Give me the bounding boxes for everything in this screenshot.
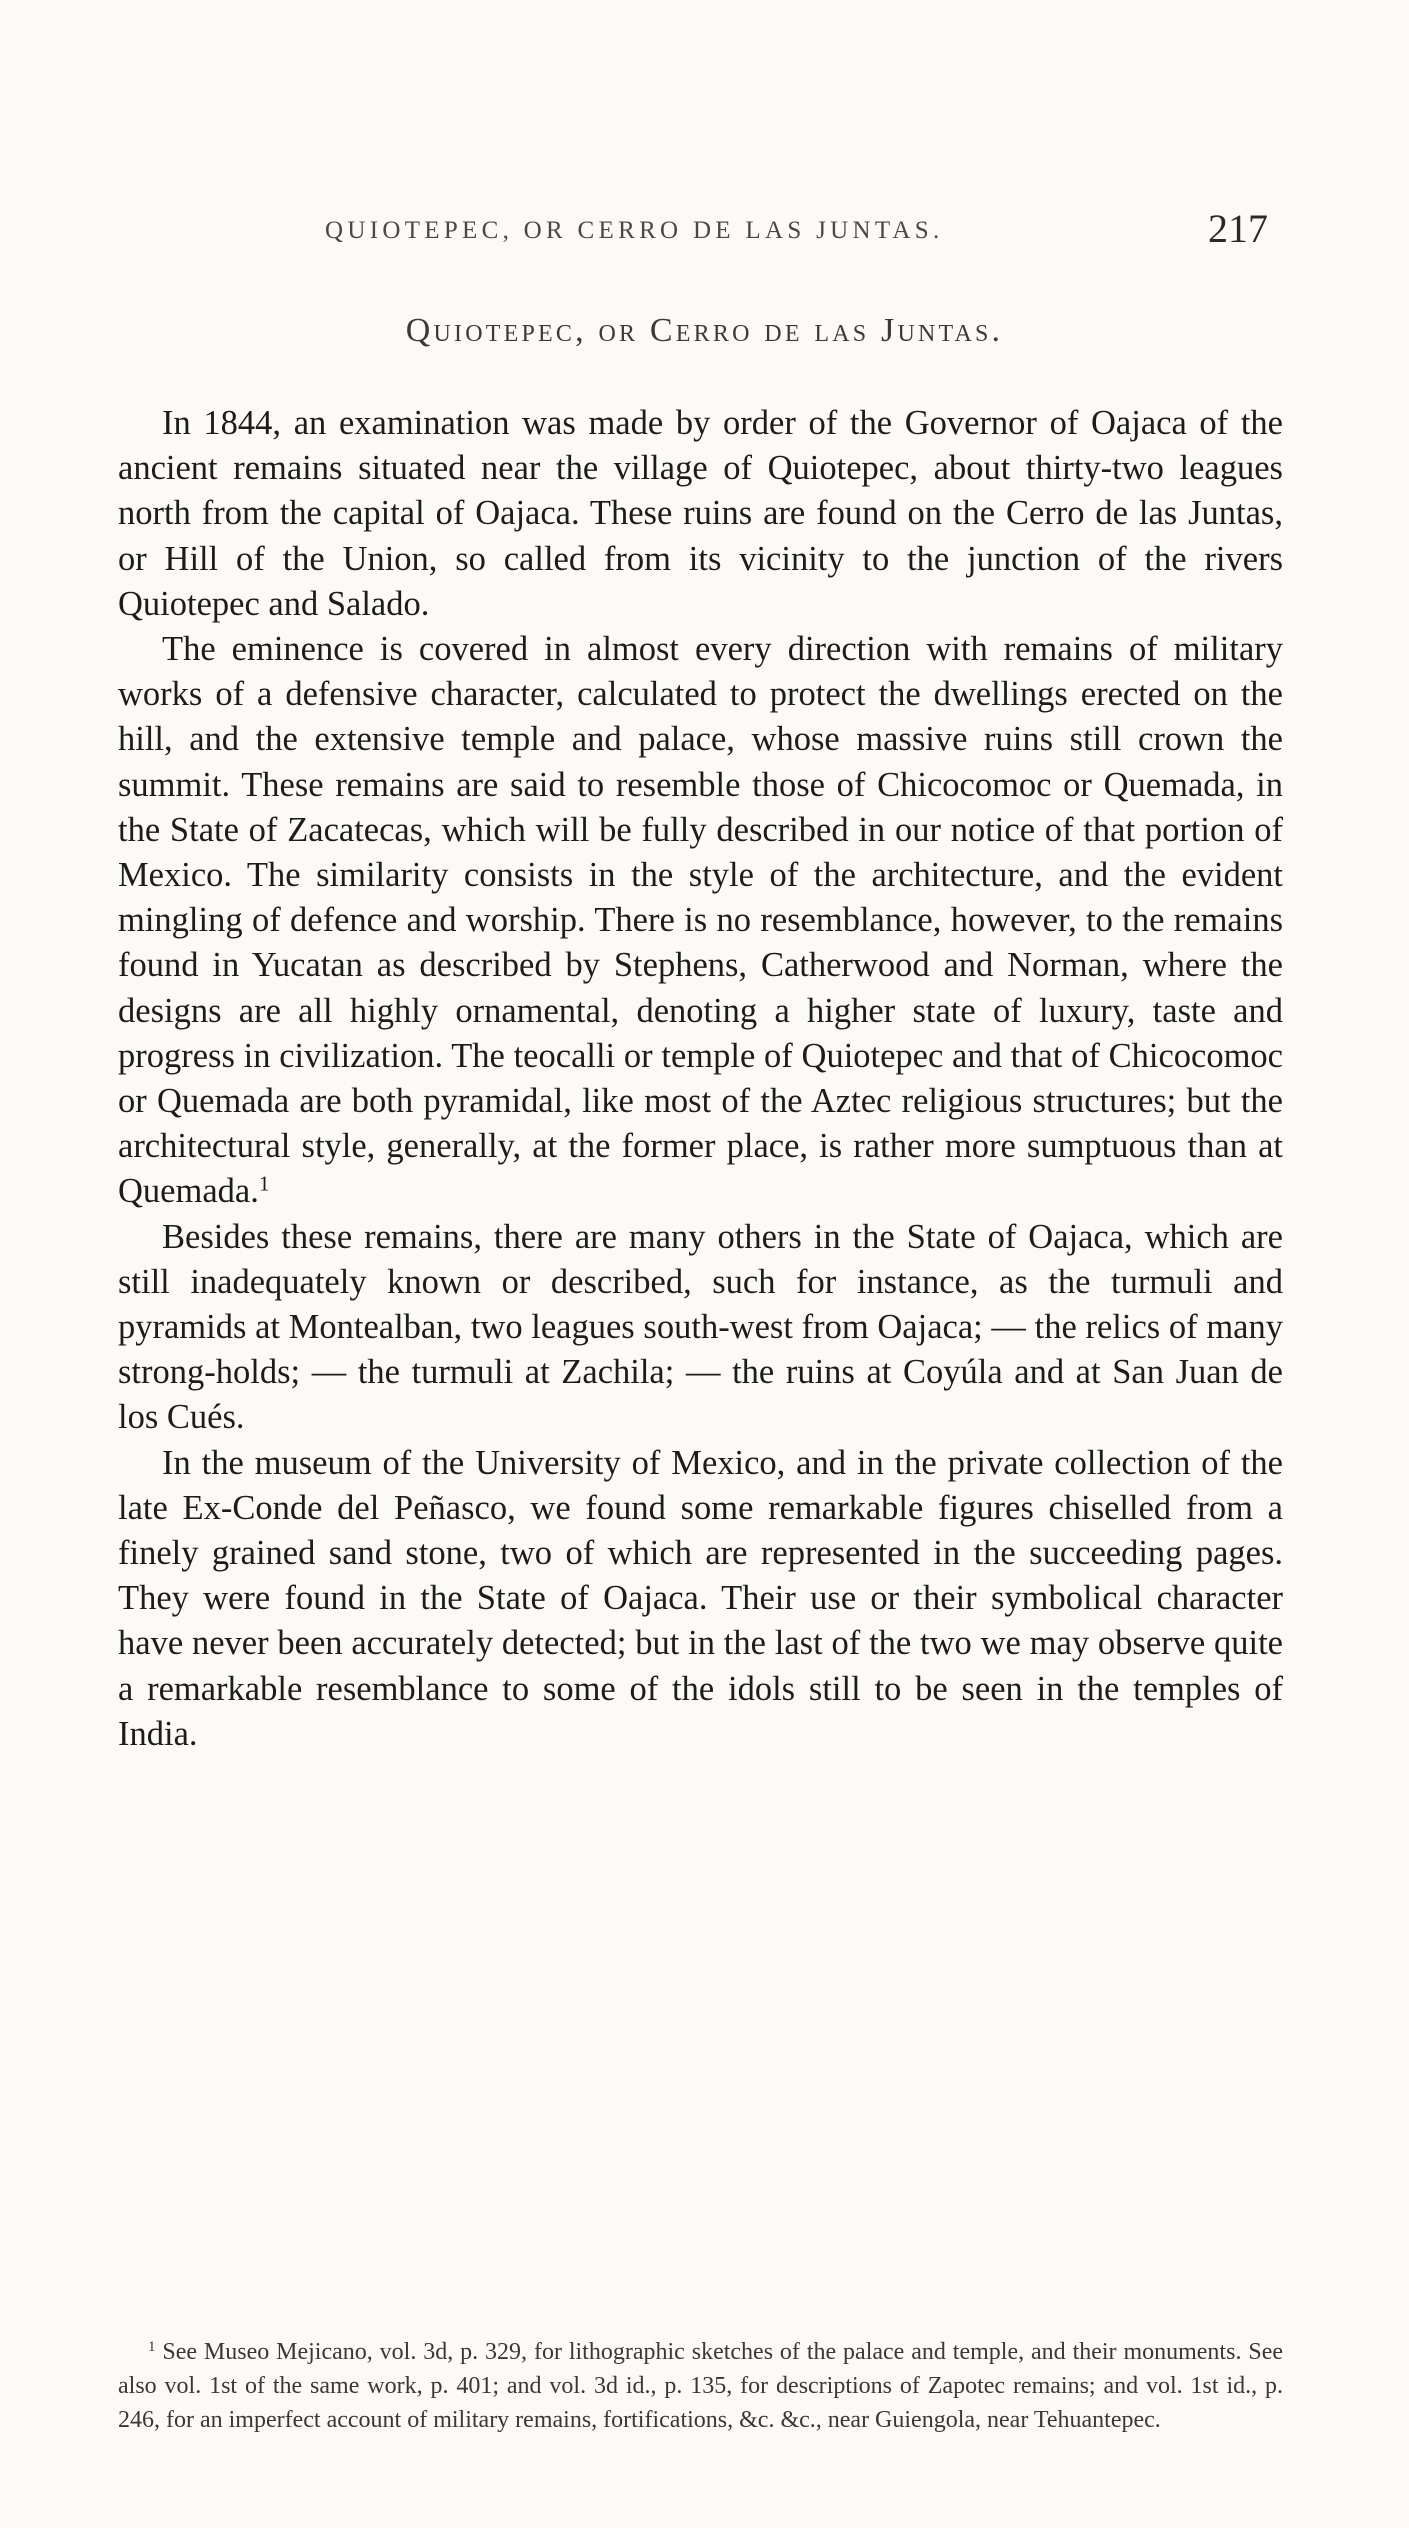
body-text xyxy=(118,401,1283,1757)
footnote-text: See Museo Mejicano, vol. 3d, p. 329, for lithographic sketches of the palace and temple, and their monuments. See also vol. 1st of the same work, p. 401; and vol. 3d id., p. 135, for descriptions of Zapotec remains; and vol. 1st id., p. 246, for an imperfect account of military remains, fortifications, &c. &c., near Guiengola, near Tehuantepec. xyxy=(118,2339,1284,2433)
paragraph-text: The eminence is covered in almost every direction with remains of military works of a defensive character, calculated to protect the dwellings erected on the hill, and the extensive temple and palace, whose massive ruins still crown the summit. These remains are said to resemble those of Chicocomoc or Quemada, in the State of Zacatecas, which will be fully described in our notice of that portion of Mexico. The similarity consists in the style of the architecture, and the evident mingling of defence and worship. There is no resemblance, however, to the remains found in Yucatan as described by Stephens, Catherwood and Norman, where the designs are all highly ornamental, denoting a higher state of luxury, taste and progress in civilization. The teocalli or temple of Quiotepec and that of Chicocomoc or Quemada are both pyramidal, like most of the Aztec religious structures; but the architectural style, generally, at the former place, is rather more sumptuous than at Quemada. xyxy=(118,630,1283,1211)
paragraph xyxy=(118,1215,1283,1441)
page-number: 217 xyxy=(1208,206,1268,251)
footnote-reference[interactable]: 1 xyxy=(258,1171,270,1196)
paragraph xyxy=(118,401,1283,627)
paragraph xyxy=(118,1441,1283,1757)
paragraph-text: In the museum of the University of Mexico, and in the private collection of the late Ex-Conde del Peñasco, we found some remarkable figures chiselled from a finely grained sand stone, two of which are represented in the succeeding pages. They were found in the State of Oajaca. Their use or their symbolical character have never been accurately detected; but in the last of the two we may observe quite a remarkable resemblance to some of the idols still to be seen in the temples of India. xyxy=(118,1443,1283,1753)
running-head xyxy=(0,205,1409,255)
paragraph-text: In 1844, an examination was made by order of the Governor of Oajaca of the ancient remains situated near the village of Quiotepec, about thirty-two leagues north from the capital of Oajaca. These ruins are found on the Cerro de las Juntas, or Hill of the Union, so called from its vicinity to the junction of the rivers Quiotepec and Salado. xyxy=(118,404,1283,623)
paragraph xyxy=(118,627,1283,1215)
section-title: Quiotepec, or Cerro de las Juntas. xyxy=(405,312,1004,349)
footnotes xyxy=(118,2335,1283,2437)
footnote xyxy=(118,2335,1283,2437)
paragraph-text: Besides these remains, there are many others in the State of Oajaca, which are still inadequately known or described, such for instance, as the turmuli and pyramids at Montealban, two leagues south-west from Oajaca; — the relics of many strong-holds; — the turmuli at Zachila; — the ruins at Coyúla and at San Juan de los Cués. xyxy=(118,1217,1283,1437)
running-title: QUIOTEPEC, OR CERRO DE LAS JUNTAS. xyxy=(325,217,944,244)
footnote-mark: 1 xyxy=(148,2338,156,2355)
